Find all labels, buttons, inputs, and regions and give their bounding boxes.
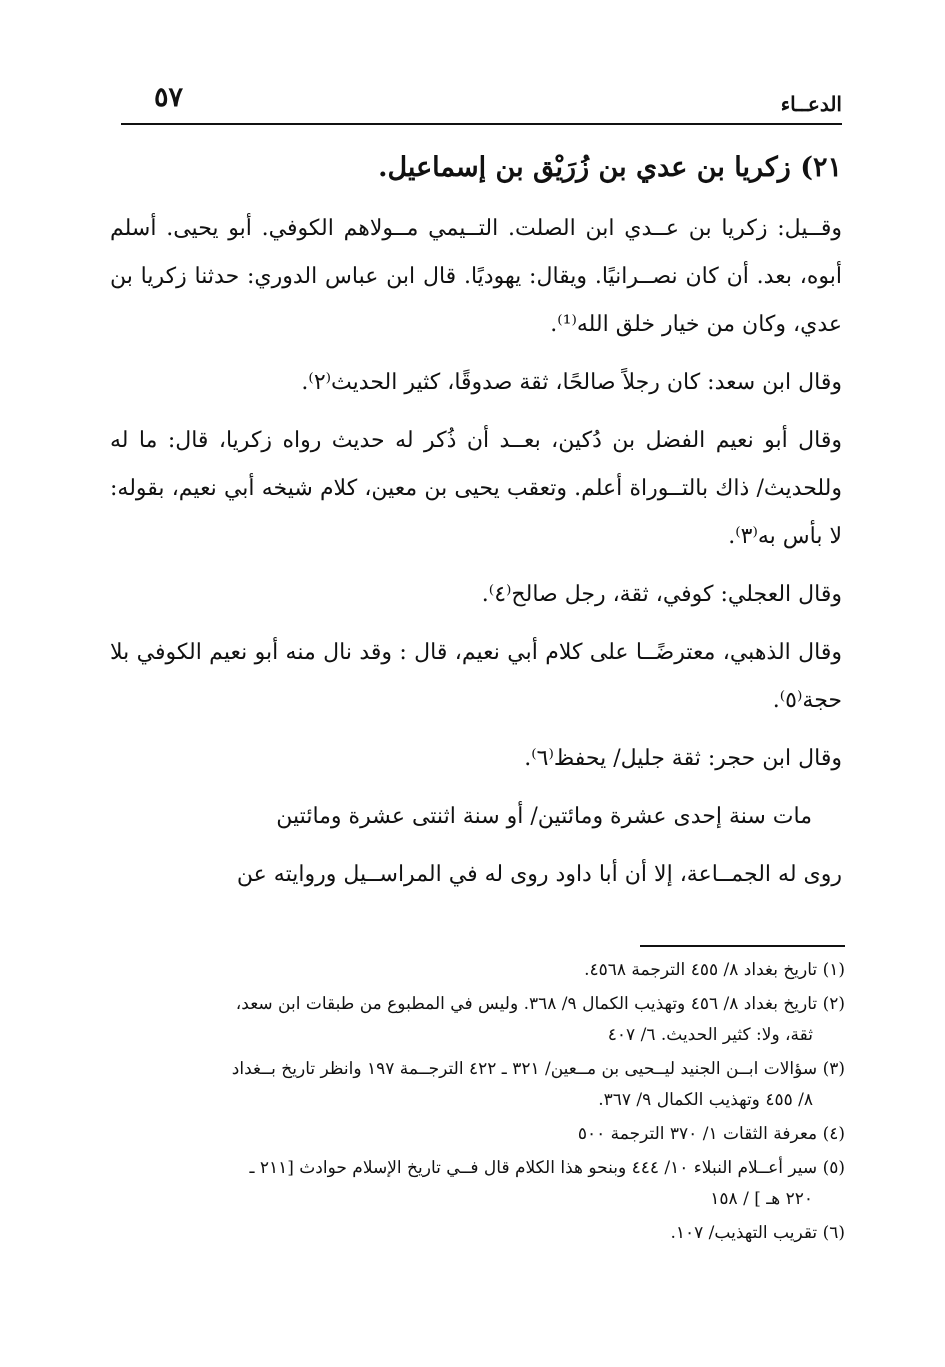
footnote-number: (٥): [822, 1158, 845, 1178]
page-number: ٥٧: [154, 82, 184, 113]
footnote-text: تاريخ بغداد ٨/ ٤٥٦ وتهذيب الكمال ٩/ ٣٦٨. وليس في المطبوع من طبقات ابن سعد،: [235, 994, 818, 1014]
footnote-continuation: ٢٢٠ هـ ] / ١٥٨: [710, 1189, 813, 1209]
running-header: [118, 78, 842, 122]
footnote: [110, 955, 845, 986]
paragraph: وقال ابن سعد: كان رجلاً صالحًا، ثقة صدوقًا، كثير الحديث⁽٢⁾.: [301, 370, 842, 395]
running-title: الدعــاء: [780, 92, 842, 116]
footnote-number: (٢): [822, 994, 845, 1014]
entry-heading: ٢١) زكريا بن عدي بن زُرَيْق بن إسماعيل.: [378, 152, 842, 183]
paragraph: وقال ابن حجر: ثقة جليل/ يحفظ⁽٦⁾.: [524, 746, 842, 771]
paragraph: وقال أبو نعيم الفضل بن دُكين، بعــد أن ذُكر له حديث رواه زكريا، قال: ما له وللحديث/ ذاك بالتــوراة أعلم. وتعقب يحيى بن معين، كلام شيخه أبي نعيم، بقوله: لا بأس به⁽٣⁾.: [110, 428, 842, 549]
footnote-text: سؤالات ابــن الجنيد ليــحيى بن مــعين/ ٣٢١ ـ ٤٢٢ الترجــمة ١٩٧ وانظر تاريخ بــغداد: [231, 1059, 818, 1079]
footnote: [110, 1153, 845, 1215]
footnote-number: (١): [822, 960, 845, 980]
body-text: [110, 205, 842, 909]
paragraph: مات سنة إحدى عشرة ومائتين/ أو سنة اثنتى عشرة ومائتين: [276, 804, 812, 829]
footnote-number: (٤): [822, 1124, 845, 1144]
footnote-rule: [640, 945, 845, 947]
footnote-text: معرفة الثقات ١/ ٣٧٠ الترجمة ٥٠٠: [577, 1124, 818, 1144]
footnote-continuation: ٨/ ٤٥٥ وتهذيب الكمال ٩/ ٣٦٧.: [598, 1090, 813, 1110]
footnote-continuation: ثقة، ولا: كثير الحديث. ٦/ ٤٠٧: [607, 1025, 813, 1045]
paragraph: روى له الجمــاعة، إلا أن أبا داود روى له في المراســيل وروايته عن: [236, 862, 842, 887]
paragraph: وقــيل: زكريا بن عــدي ابن الصلت. التــيمي مــولاهم الكوفي. أبو يحيى. أسلم أبوه، بعد. أن كان نصــرانيًا. ويقال: يهوديًا. قال ابن عباس الدوري: حدثنا زكريا بن عدي، وكان من خيار خلق الله⁽¹⁾.: [110, 216, 842, 337]
footnote-number: (٦): [822, 1223, 845, 1243]
footnote-text: سير أعــلام النبلاء ١٠/ ٤٤٤ وبنحو هذا الكلام قال فــي تاريخ الإسلام حوادث [٢١١ ـ: [249, 1158, 818, 1178]
footnote-text: تقريب التهذيب/ ١٠٧.: [670, 1223, 818, 1243]
header-rule: [121, 123, 842, 125]
footnote-text: تاريخ بغداد ٨/ ٤٥٥ الترجمة ٤٥٦٨.: [584, 960, 818, 980]
footnote: [110, 1218, 845, 1249]
footnote: [110, 1054, 845, 1116]
footnote: [110, 1119, 845, 1150]
footnote: [110, 989, 845, 1051]
paragraph: وقال العجلي: كوفي، ثقة، رجل صالح⁽٤⁾.: [481, 582, 842, 607]
footnotes: [110, 955, 845, 1252]
footnote-number: (٣): [822, 1059, 845, 1079]
paragraph: وقال الذهبي، معترضًــا على كلام أبي نعيم، قال : وقد نال منه أبو نعيم الكوفي بلا حجة⁽٥⁾.: [110, 640, 842, 713]
